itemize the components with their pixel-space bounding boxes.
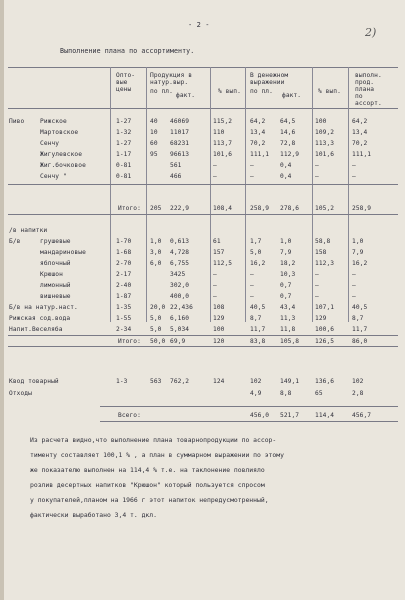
row-group: Отходы — [9, 390, 32, 397]
row-m-pct: – — [315, 293, 319, 300]
row-plan: 5,0 — [150, 315, 162, 322]
total-plan: 205 — [150, 205, 162, 212]
row-plan: 20,0 — [150, 304, 166, 311]
row-price: 2-34 — [116, 326, 132, 333]
row-m-plan: – — [250, 271, 254, 278]
row-group: Б/в — [9, 238, 21, 245]
row-m-fact: 7,9 — [280, 249, 292, 256]
row-fulfil: 11,7 — [352, 326, 368, 333]
paragraph-line: у покупателей,планом на 1966 г этот напиток непредусмотренный, — [30, 496, 269, 504]
total-m-pct: 126,5 — [315, 338, 335, 345]
row-fact: 22,436 — [170, 304, 193, 311]
header-fulfil: плана — [355, 86, 375, 93]
row-plan: 60 — [150, 140, 158, 147]
row-m-fact: 0,7 — [280, 282, 292, 289]
row-m-fact: 0,7 — [280, 293, 292, 300]
header-price: вые — [116, 79, 128, 86]
row-m-fact: 149,1 — [280, 378, 300, 385]
row-name: вишневые — [40, 293, 71, 300]
row-name: грушевые — [40, 238, 71, 245]
row-plan: 5,0 — [150, 326, 162, 333]
total-plan: 50,0 — [150, 338, 166, 345]
table-rule — [8, 335, 398, 336]
row-group: Б/в на натур.наст. — [9, 304, 78, 311]
row-price: 2-17 — [116, 271, 132, 278]
row-m-pct: 112,3 — [315, 260, 335, 267]
row-fulfil: 16,2 — [352, 260, 368, 267]
total-fulfil: 258,9 — [352, 205, 372, 212]
row-fact: 96613 — [170, 151, 190, 158]
total-m-fact: 278,6 — [280, 205, 300, 212]
header-plan: по пл. — [150, 88, 173, 95]
row-price: 2-40 — [116, 282, 132, 289]
row-m-fact: 1,0 — [280, 238, 292, 245]
total-label: Итого: — [118, 205, 141, 212]
row-fulfil: 8,7 — [352, 315, 364, 322]
row-fulfil: 13,4 — [352, 129, 368, 136]
row-m-pct: – — [315, 271, 319, 278]
total-label: Итого: — [118, 338, 141, 345]
page-edge — [0, 0, 4, 600]
row-m-fact: 43,4 — [280, 304, 296, 311]
page-number: - 2 - — [188, 21, 210, 29]
row-m-plan: – — [250, 293, 254, 300]
total-fulfil: 86,0 — [352, 338, 368, 345]
row-fact: 466 — [170, 173, 182, 180]
row-fulfil: – — [352, 162, 356, 169]
total-pct: 120 — [213, 338, 225, 345]
row-m-fact: 0,4 — [280, 173, 292, 180]
row-fulfil: – — [352, 271, 356, 278]
row-m-plan: – — [250, 162, 254, 169]
row-group: Напит.Веселяба — [9, 326, 63, 333]
header-money-plan: по пл. — [250, 88, 273, 95]
row-plan: 10 — [150, 129, 158, 136]
row-pct: – — [213, 173, 217, 180]
row-m-plan: 40,5 — [250, 304, 266, 311]
row-price: 2-70 — [116, 260, 132, 267]
row-m-plan: 8,7 — [250, 315, 262, 322]
row-fulfil: 111,1 — [352, 151, 372, 158]
table-column-rule — [348, 67, 349, 322]
table-column-rule — [312, 67, 313, 322]
row-price: 1-68 — [116, 249, 132, 256]
row-fact: 762,2 — [170, 378, 190, 385]
total-fulfil: 456,7 — [352, 412, 372, 419]
row-price: 1-27 — [116, 118, 132, 125]
row-pct: 110 — [213, 129, 225, 136]
row-m-fact: 18,2 — [280, 260, 296, 267]
row-pct: – — [213, 271, 217, 278]
row-pct: 61 — [213, 238, 221, 245]
total-m-fact: 521,7 — [280, 412, 300, 419]
header-price: Опто- — [116, 72, 136, 79]
row-pct: 112,5 — [213, 260, 233, 267]
row-fact: 0,613 — [170, 238, 190, 245]
row-m-pct: 100 — [315, 118, 327, 125]
row-group: /в напитки — [9, 227, 48, 234]
header-pct: % вып. — [218, 88, 241, 95]
row-group: Рижская сод.вода — [9, 315, 71, 322]
row-fulfil: – — [352, 173, 356, 180]
header-money-pct: % вып. — [318, 88, 341, 95]
total-fact: 69,9 — [170, 338, 186, 345]
row-pct: 113,7 — [213, 140, 233, 147]
table-rule — [8, 214, 398, 215]
total-label: Всего: — [118, 412, 141, 419]
paragraph-line: Из расчета видно,что выполнение плана товарнопродукции по ассор- — [30, 436, 277, 444]
row-fact: 6,755 — [170, 260, 190, 267]
row-pct: 101,6 — [213, 151, 233, 158]
total-m-plan: 456,0 — [250, 412, 270, 419]
row-pct: 129 — [213, 315, 225, 322]
row-name: Рижское — [40, 118, 67, 125]
row-m-pct: – — [315, 282, 319, 289]
paragraph-line: тименту составляет 100,1 % , а план в суммарном выражении по этому — [30, 451, 284, 459]
row-name: Сенчу " — [40, 173, 67, 180]
row-fact: 3425 — [170, 271, 186, 278]
row-m-pct: 129 — [315, 315, 327, 322]
row-m-pct: 136,6 — [315, 378, 335, 385]
row-plan: 563 — [150, 378, 162, 385]
row-fulfil: 102 — [352, 378, 364, 385]
row-pct: 124 — [213, 378, 225, 385]
total-pct: 108,4 — [213, 205, 233, 212]
total-fact: 222,9 — [170, 205, 190, 212]
row-m-pct: 107,1 — [315, 304, 335, 311]
row-fulfil: 7,9 — [352, 249, 364, 256]
header-money-fact: факт. — [282, 92, 302, 99]
table-rule — [8, 108, 398, 109]
header-price: цены — [116, 86, 132, 93]
row-m-pct: 113,3 — [315, 140, 335, 147]
row-fact: 561 — [170, 162, 182, 169]
header-money: В денежном — [250, 72, 289, 79]
row-m-fact: 11,8 — [280, 326, 296, 333]
row-m-fact: 72,8 — [280, 140, 296, 147]
row-group: Пиво — [9, 118, 25, 125]
table-column-rule — [110, 67, 111, 322]
row-plan: 40 — [150, 118, 158, 125]
row-price: 0-81 — [116, 162, 132, 169]
row-name: мандариновые — [40, 249, 86, 256]
header-fulfil: ассорт. — [355, 100, 382, 107]
row-m-plan: 11,7 — [250, 326, 266, 333]
table-rule — [100, 406, 398, 407]
row-fact: 5,034 — [170, 326, 190, 333]
row-m-pct: 101,6 — [315, 151, 335, 158]
row-name: Жиг.бочковое — [40, 162, 86, 169]
row-name: Сенчу — [40, 140, 60, 147]
row-m-plan: 102 — [250, 378, 262, 385]
row-m-plan: 111,1 — [250, 151, 270, 158]
row-m-pct: 100,6 — [315, 326, 335, 333]
row-pct: 115,2 — [213, 118, 233, 125]
row-name: Мартовское — [40, 129, 79, 136]
row-plan: 6,0 — [150, 260, 162, 267]
header-production: Продукция в — [150, 72, 193, 79]
row-m-plan: 5,0 — [250, 249, 262, 256]
row-fulfil: 40,5 — [352, 304, 368, 311]
row-price: 1-70 — [116, 238, 132, 245]
row-pct: – — [213, 162, 217, 169]
row-price: 1-3 — [116, 378, 128, 385]
row-price: 1-35 — [116, 304, 132, 311]
row-m-plan: 70,2 — [250, 140, 266, 147]
row-fact: 6,160 — [170, 315, 190, 322]
row-fact: 400,0 — [170, 293, 190, 300]
row-price: 1-27 — [116, 140, 132, 147]
row-group: Квод товарный — [9, 378, 59, 385]
row-price: 1-55 — [116, 315, 132, 322]
row-fact: 68231 — [170, 140, 190, 147]
row-fulfil: 2,8 — [352, 390, 364, 397]
table-rule — [8, 67, 398, 68]
row-fact: 11017 — [170, 129, 190, 136]
row-fact: 46069 — [170, 118, 190, 125]
table-rule — [100, 421, 398, 422]
table-column-rule — [210, 67, 211, 322]
table-rule — [8, 346, 398, 347]
row-m-plan: – — [250, 173, 254, 180]
row-plan: 1,0 — [150, 238, 162, 245]
row-m-pct: – — [315, 173, 319, 180]
row-m-plan: 16,2 — [250, 260, 266, 267]
row-pct: 100 — [213, 326, 225, 333]
row-name: яблочный — [40, 260, 71, 267]
row-fulfil: – — [352, 282, 356, 289]
row-price: 1-87 — [116, 293, 132, 300]
row-m-plan: 4,9 — [250, 390, 262, 397]
table-column-rule — [146, 67, 147, 322]
row-m-fact: 14,6 — [280, 129, 296, 136]
row-pct: 157 — [213, 249, 225, 256]
row-name: лимонный — [40, 282, 71, 289]
row-plan: 95 — [150, 151, 158, 158]
row-m-pct: 58,8 — [315, 238, 331, 245]
row-m-fact: 0,4 — [280, 162, 292, 169]
row-name: Жигулевское — [40, 151, 83, 158]
total-m-plan: 83,8 — [250, 338, 266, 345]
row-m-pct: 65 — [315, 390, 323, 397]
row-price: 1-17 — [116, 151, 132, 158]
row-m-fact: 112,9 — [280, 151, 300, 158]
row-fulfil: – — [352, 293, 356, 300]
row-m-fact: 8,8 — [280, 390, 292, 397]
row-pct: – — [213, 293, 217, 300]
row-price: 1-32 — [116, 129, 132, 136]
row-m-pct: 158 — [315, 249, 327, 256]
total-m-pct: 114,4 — [315, 412, 335, 419]
row-m-pct: 109,2 — [315, 129, 335, 136]
paragraph-line: розлив десертных напитков "Крюшон" который пользуется спросом — [30, 481, 265, 489]
row-fulfil: 1,0 — [352, 238, 364, 245]
total-m-fact: 105,8 — [280, 338, 300, 345]
header-fulfil: выполн. — [355, 72, 382, 79]
row-pct: – — [213, 282, 217, 289]
row-m-plan: 1,7 — [250, 238, 262, 245]
total-m-pct: 105,2 — [315, 205, 335, 212]
table-column-rule — [245, 67, 246, 322]
row-m-fact: 10,3 — [280, 271, 296, 278]
table-rule — [8, 184, 398, 185]
page-title: Выполнение плана по ассортименту. — [60, 47, 195, 55]
row-name: Крюшон — [40, 271, 63, 278]
row-price: 0-81 — [116, 173, 132, 180]
row-m-fact: 11,3 — [280, 315, 296, 322]
archive-stamp: 2) — [365, 26, 377, 39]
total-m-plan: 258,9 — [250, 205, 270, 212]
header-fact: факт. — [176, 92, 196, 99]
row-m-pct: – — [315, 162, 319, 169]
header-production: натур.выр. — [150, 79, 189, 86]
row-fact: 4,728 — [170, 249, 190, 256]
row-plan: 3,0 — [150, 249, 162, 256]
header-money: выражении — [250, 79, 285, 86]
row-fact: 302,0 — [170, 282, 190, 289]
row-pct: 108 — [213, 304, 225, 311]
row-fulfil: 64,2 — [352, 118, 368, 125]
header-fulfil: прод. — [355, 79, 375, 86]
row-m-plan: – — [250, 282, 254, 289]
paragraph-line: фактически выработано 3,4 т. дкл. — [30, 511, 157, 519]
header-fulfil: по — [355, 93, 363, 100]
row-m-fact: 64,5 — [280, 118, 296, 125]
row-fulfil: 70,2 — [352, 140, 368, 147]
row-m-plan: 13,4 — [250, 129, 266, 136]
paragraph-line: же показателю выполнен на 114,4 % т.е. на таклонение повлияло — [30, 466, 265, 474]
row-m-plan: 64,2 — [250, 118, 266, 125]
